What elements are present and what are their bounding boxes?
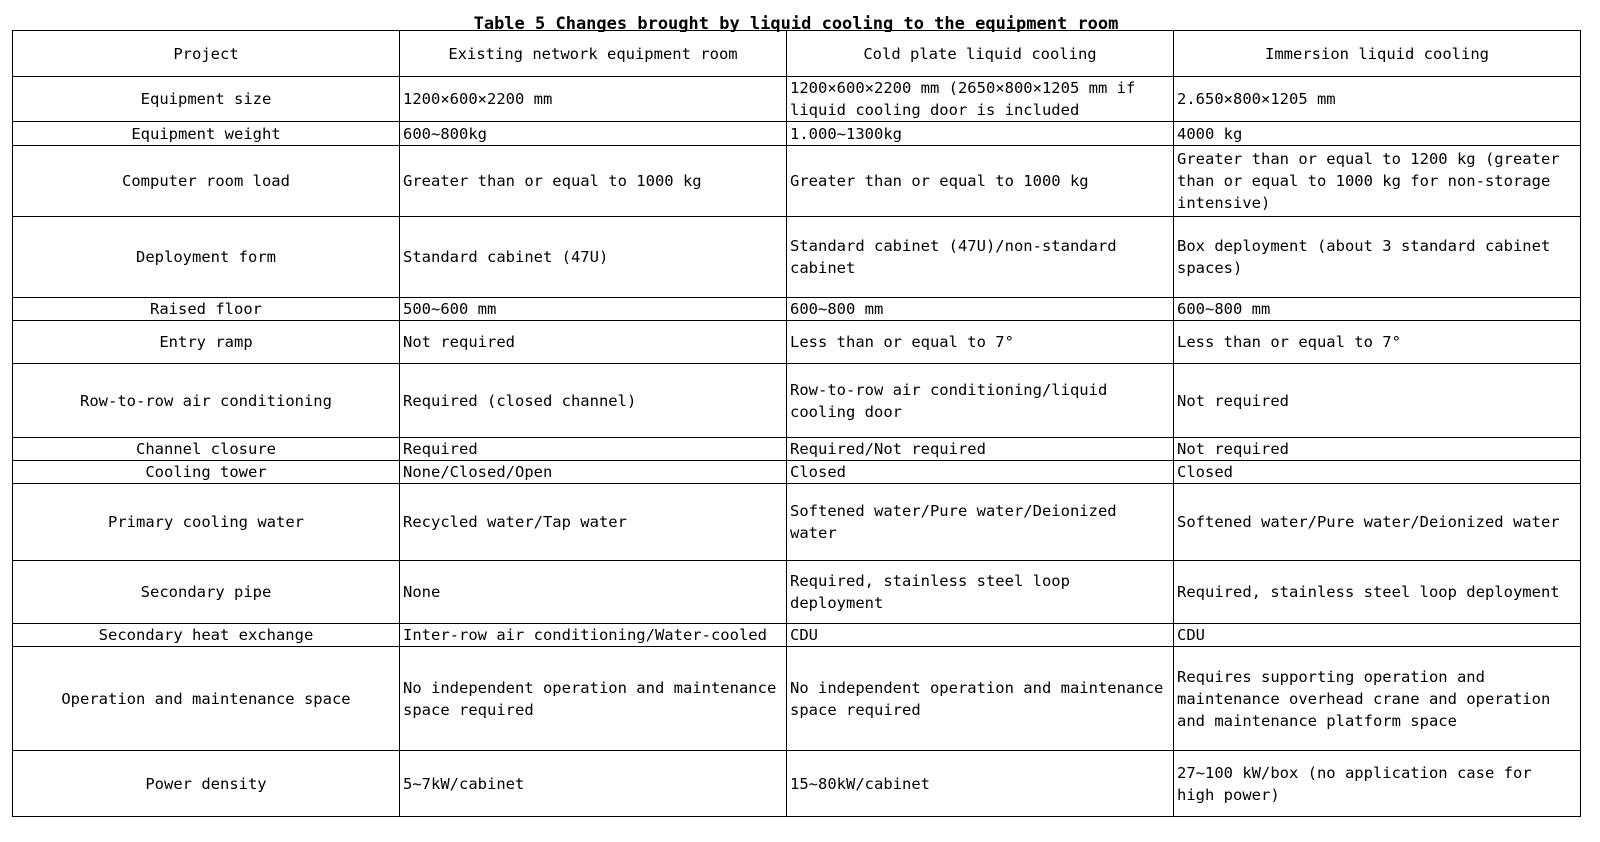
cell-immersion: Greater than or equal to 1200 kg (greater than or equal to 1000 kg for non-storage intensive) [1174,146,1581,217]
table-row [13,461,1581,484]
cell-existing: None [400,561,787,624]
cell-immersion: Closed [1174,461,1581,484]
cell-immersion: 2.650×800×1205 mm [1174,77,1581,122]
row-project: Entry ramp [13,321,400,364]
cell-immersion: Required, stainless steel loop deployment [1174,561,1581,624]
header-row [13,31,1581,77]
cell-existing: No independent operation and maintenance space required [400,647,787,751]
cell-existing: Not required [400,321,787,364]
table-caption: Table 5 Changes brought by liquid cooling to the equipment room [473,14,1119,32]
cell-existing: Standard cabinet (47U) [400,217,787,298]
table-row [13,438,1581,461]
row-project: Operation and maintenance space [13,647,400,751]
row-project: Secondary heat exchange [13,624,400,647]
row-project: Equipment weight [13,122,400,146]
row-project: Computer room load [13,146,400,217]
table-row [13,751,1581,817]
row-project: Secondary pipe [13,561,400,624]
cell-existing: Required (closed channel) [400,364,787,438]
cell-existing: 600~800kg [400,122,787,146]
cell-immersion: Not required [1174,438,1581,461]
cell-cold-plate: Softened water/Pure water/Deionized water [787,484,1174,561]
cell-existing: 1200×600×2200 mm [400,77,787,122]
row-project: Power density [13,751,400,817]
row-project: Equipment size [13,77,400,122]
cell-immersion: Softened water/Pure water/Deionized water [1174,484,1581,561]
table-row [13,321,1581,364]
cell-existing: Inter-row air conditioning/Water-cooled [400,624,787,647]
table-row [13,561,1581,624]
row-project: Row-to-row air conditioning [13,364,400,438]
cell-immersion: 4000 kg [1174,122,1581,146]
table-row [13,484,1581,561]
cell-cold-plate: 600~800 mm [787,298,1174,321]
row-project: Raised floor [13,298,400,321]
cell-cold-plate: No independent operation and maintenance space required [787,647,1174,751]
table-row [13,146,1581,217]
cell-cold-plate: 1.000~1300kg [787,122,1174,146]
cell-existing: Recycled water/Tap water [400,484,787,561]
cell-cold-plate: 1200×600×2200 mm (2650×800×1205 mm if liquid cooling door is included [787,77,1174,122]
header-existing: Existing network equipment room [400,31,787,77]
table-row [13,217,1581,298]
table-row [13,647,1581,751]
cell-cold-plate: Required, stainless steel loop deployment [787,561,1174,624]
cell-immersion: Requires supporting operation and maintenance overhead crane and operation and maintenance platform space [1174,647,1581,751]
row-project: Channel closure [13,438,400,461]
cell-cold-plate: Greater than or equal to 1000 kg [787,146,1174,217]
cell-cold-plate: 15~80kW/cabinet [787,751,1174,817]
cell-existing: Required [400,438,787,461]
cell-immersion: Not required [1174,364,1581,438]
table-row [13,624,1581,647]
table-row [13,298,1581,321]
header-cold-plate: Cold plate liquid cooling [787,31,1174,77]
table-row [13,77,1581,122]
cell-cold-plate: Closed [787,461,1174,484]
cell-immersion: 600~800 mm [1174,298,1581,321]
cell-cold-plate: Required/Not required [787,438,1174,461]
row-project: Cooling tower [13,461,400,484]
cell-cold-plate: Less than or equal to 7° [787,321,1174,364]
cell-cold-plate: Standard cabinet (47U)/non-standard cabinet [787,217,1174,298]
row-project: Deployment form [13,217,400,298]
cell-existing: None/Closed/Open [400,461,787,484]
cell-immersion: CDU [1174,624,1581,647]
cell-existing: 500~600 mm [400,298,787,321]
cell-cold-plate: CDU [787,624,1174,647]
cell-existing: Greater than or equal to 1000 kg [400,146,787,217]
header-immersion: Immersion liquid cooling [1174,31,1581,77]
liquid-cooling-table [12,30,1581,817]
table-row [13,122,1581,146]
cell-immersion: Less than or equal to 7° [1174,321,1581,364]
cell-immersion: Box deployment (about 3 standard cabinet spaces) [1174,217,1581,298]
cell-immersion: 27~100 kW/box (no application case for high power) [1174,751,1581,817]
cell-existing: 5~7kW/cabinet [400,751,787,817]
header-project: Project [13,31,400,77]
cell-cold-plate: Row-to-row air conditioning/liquid cooling door [787,364,1174,438]
row-project: Primary cooling water [13,484,400,561]
table-row [13,364,1581,438]
